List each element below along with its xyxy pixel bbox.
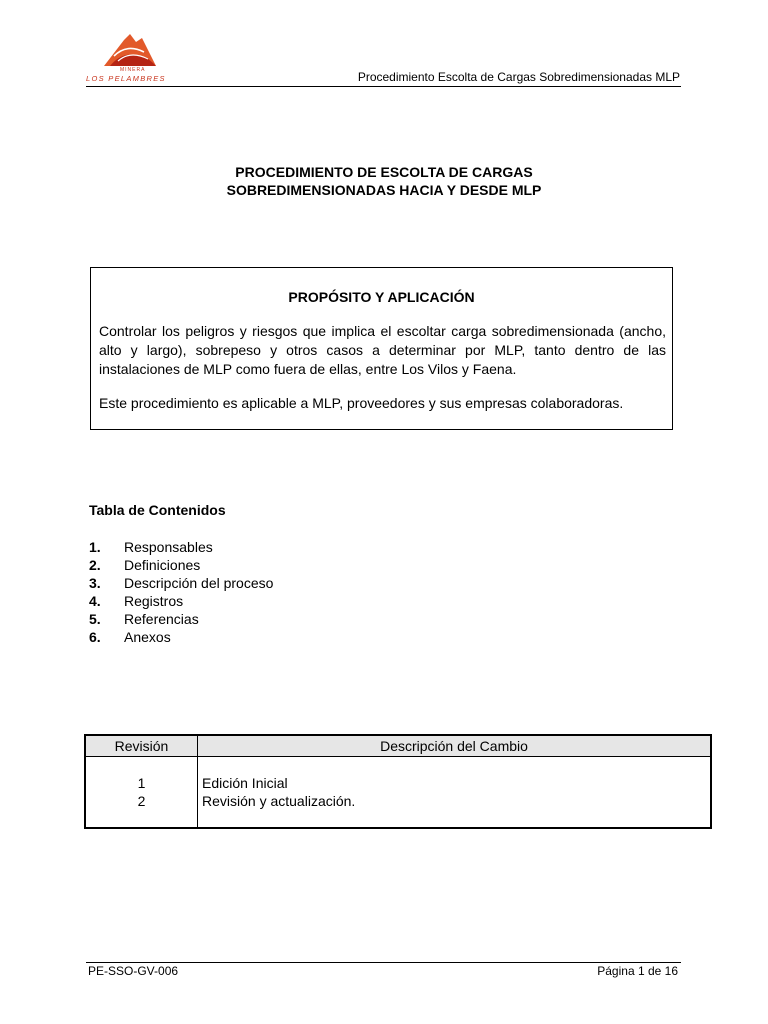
toc-item-label: Anexos: [124, 629, 171, 645]
toc-item-number: 6.: [89, 629, 101, 645]
toc-item-label: Referencias: [124, 611, 199, 627]
document-title: [0, 163, 768, 199]
table-row: [86, 775, 710, 793]
toc-item: [89, 556, 273, 574]
toc-item-label: Registros: [124, 593, 184, 609]
header-doc-title: Procedimiento Escolta de Cargas Sobredimensionadas MLP: [357, 70, 680, 84]
revision-column-header: Revisión: [114, 738, 169, 754]
toc-item-number: 3.: [89, 575, 101, 591]
description-column-header: Descripción del Cambio: [380, 738, 528, 754]
scope-paragraph: Este procedimiento es aplicable a MLP, proveedores y sus empresas colaboradoras.: [99, 395, 624, 411]
revision-rows: [86, 775, 710, 811]
toc-item: [89, 610, 273, 628]
company-logo: [86, 32, 170, 84]
toc-list: [89, 538, 273, 646]
page-number: Página 1 de 16: [597, 964, 678, 978]
toc-item-number: 4.: [89, 593, 101, 609]
mountain-logo-icon: [102, 32, 158, 68]
toc-item: [89, 538, 273, 556]
table-row: [86, 793, 710, 811]
footer-rule: [86, 962, 681, 963]
purpose-box: [90, 267, 673, 430]
toc-item-number: 5.: [89, 611, 101, 627]
toc-item: [89, 574, 273, 592]
revision-number: 2: [137, 793, 146, 809]
logo-main-text: LOS PELAMBRES: [86, 74, 166, 83]
revision-number: 1: [137, 775, 146, 791]
revision-description: Edición Inicial: [202, 775, 288, 791]
toc-item-label: Descripción del proceso: [124, 575, 274, 591]
revision-description: Revisión y actualización.: [202, 793, 356, 809]
toc-item: [89, 592, 273, 610]
toc-item: [89, 628, 273, 646]
document-title-line1: PROCEDIMIENTO DE ESCOLTA DE CARGAS: [235, 164, 533, 180]
header-rule: [86, 86, 681, 87]
document-title-line2: SOBREDIMENSIONADAS HACIA Y DESDE MLP: [226, 182, 542, 198]
document-code: PE-SSO-GV-006: [88, 964, 179, 978]
logo-small-text: MINERA: [120, 67, 146, 73]
purpose-paragraph: Controlar los peligros y riesgos que implica el escoltar carga sobredimensionada (ancho, alto y largo), sobrepeso y otros casos a determinar por MLP, tanto dentro de las instalaciones de MLP como fuera de ellas, entre Los Vilos y Faena.: [99, 323, 666, 377]
purpose-heading: PROPÓSITO Y APLICACIÓN: [288, 289, 475, 305]
toc-item-number: 2.: [89, 557, 101, 573]
toc-item-label: Responsables: [124, 539, 213, 555]
revision-table: [84, 734, 712, 829]
toc-item-number: 1.: [89, 539, 101, 555]
toc-item-label: Definiciones: [124, 557, 201, 573]
toc-heading: Tabla de Contenidos: [89, 502, 226, 518]
